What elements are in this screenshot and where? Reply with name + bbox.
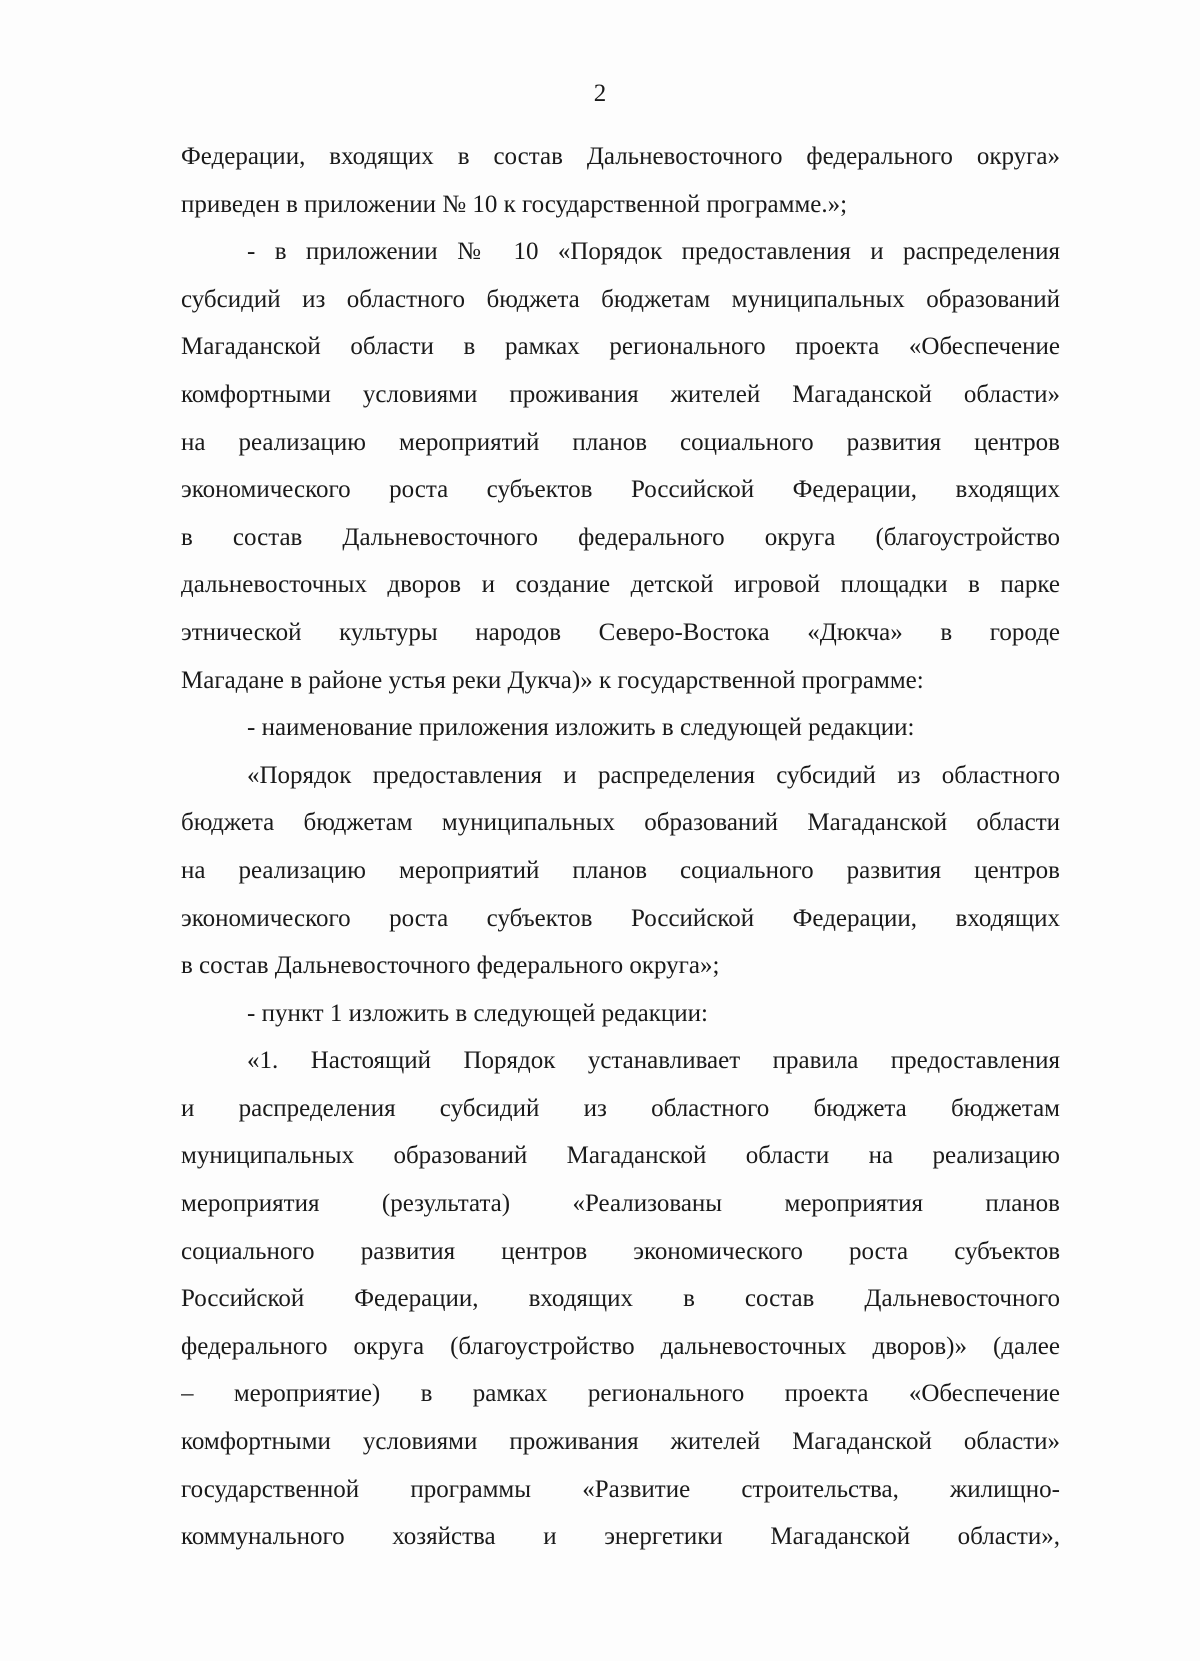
text-line: дальневосточных дворов и создание детской игровой площадки в парке <box>181 571 1060 599</box>
text-line: «1. Настоящий Порядок устанавливает правила предоставления <box>247 1047 1060 1075</box>
text-line: муниципальных образований Магаданской области на реализацию <box>181 1142 1060 1170</box>
text-line: - в приложении № 10 «Порядок предоставления и распределения <box>247 238 1060 266</box>
text-line: Российской Федерации, входящих в состав Дальневосточного <box>181 1285 1060 1313</box>
document-body <box>181 133 1060 1561</box>
text-line: коммунального хозяйства и энергетики Магаданской области», <box>181 1523 1060 1551</box>
text-line: приведен в приложении № 10 к государственной программе.»; <box>181 190 848 218</box>
text-line: «Порядок предоставления и распределения субсидий из областного <box>247 761 1060 789</box>
text-line: комфортными условиями проживания жителей Магаданской области» <box>181 380 1060 408</box>
text-line: экономического роста субъектов Российской Федерации, входящих <box>181 904 1060 932</box>
text-line: - наименование приложения изложить в следующей редакции: <box>247 714 915 742</box>
text-line: Магаданской области в рамках регионального проекта «Обеспечение <box>181 333 1060 361</box>
text-line: – мероприятие) в рамках регионального проекта «Обеспечение <box>181 1380 1060 1408</box>
text-line: социального развития центров экономического роста субъектов <box>181 1237 1060 1265</box>
text-line: субсидий из областного бюджета бюджетам муниципальных образований <box>181 285 1060 313</box>
text-line: федерального округа (благоустройство дальневосточных дворов)» (далее <box>181 1332 1060 1360</box>
text-line: в состав Дальневосточного федерального округа (благоустройство <box>181 523 1060 551</box>
text-line: государственной программы «Развитие строительства, жилищно- <box>181 1475 1060 1503</box>
text-line: мероприятия (результата) «Реализованы мероприятия планов <box>181 1190 1060 1218</box>
text-line: Магадане в районе устья реки Дукча)» к государственной программе: <box>181 666 924 694</box>
page-number: 2 <box>593 80 607 107</box>
text-line: бюджета бюджетам муниципальных образований Магаданской области <box>181 809 1060 837</box>
text-line: этнической культуры народов Северо-Востока «Дюкча» в городе <box>181 618 1060 646</box>
text-line: в состав Дальневосточного федерального округа»; <box>181 952 720 980</box>
text-line: комфортными условиями проживания жителей Магаданской области» <box>181 1428 1060 1456</box>
text-line: и распределения субсидий из областного бюджета бюджетам <box>181 1094 1060 1122</box>
text-line: экономического роста субъектов Российской Федерации, входящих <box>181 476 1060 504</box>
text-line: на реализацию мероприятий планов социального развития центров <box>181 428 1060 456</box>
text-line: на реализацию мероприятий планов социального развития центров <box>181 856 1060 884</box>
text-line: - пункт 1 изложить в следующей редакции: <box>247 999 708 1027</box>
text-line: Федерации, входящих в состав Дальневосточного федерального округа» <box>181 143 1060 170</box>
